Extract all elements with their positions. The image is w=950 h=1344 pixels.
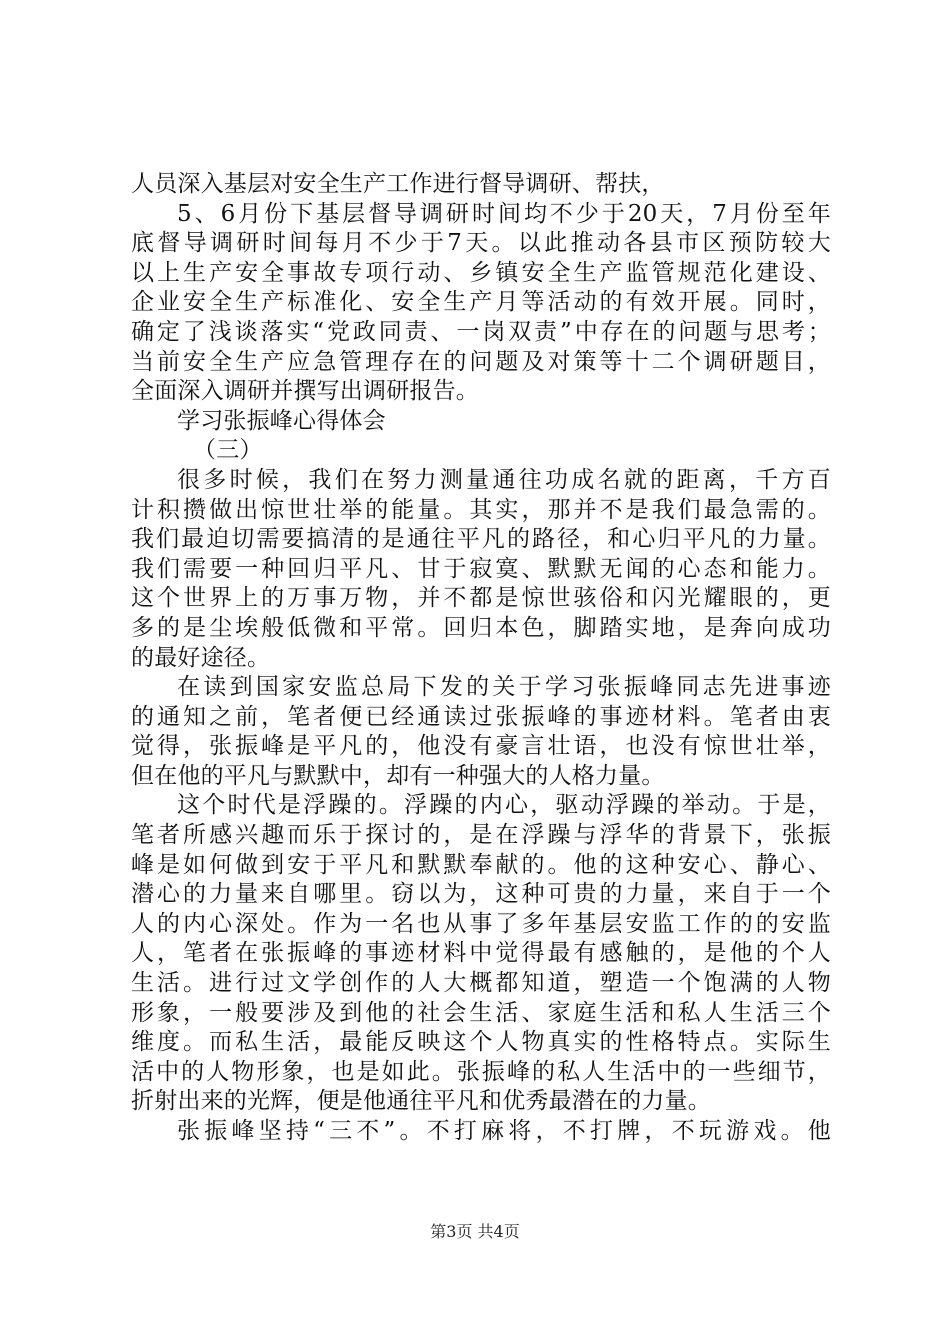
document-body bbox=[131, 170, 831, 1147]
text-line: 峰是如何做到安于平凡和默默奉献的。他的这种安心、静心、 bbox=[131, 851, 831, 878]
text-line: 维度。而私生活，最能反映这个人物真实的性格特点。实际生 bbox=[131, 1029, 831, 1056]
text-line: 人，笔者在张振峰的事迹材料中觉得最有感触的，是他的个人 bbox=[131, 940, 831, 967]
text-line: 5、6月份下基层督导调研时间均不少于20天，7月份至年 bbox=[177, 200, 831, 227]
text-line: 企业安全生产标准化、安全生产月等活动的有效开展。同时， bbox=[131, 289, 831, 316]
text-line: 折射出来的光辉，便是他通往平凡和优秀最潜在的力量。 bbox=[131, 1088, 711, 1115]
text-line: 这个世界上的万事万物，并不都是惊世骇俗和闪光耀眼的，更 bbox=[131, 585, 831, 612]
text-line: 全面深入调研并撰写出调研报告。 bbox=[131, 378, 479, 405]
text-line: 以上生产安全事故专项行动、乡镇安全生产监管规范化建设、 bbox=[131, 259, 831, 286]
text-line: 很多时候，我们在努力测量通往功成名就的距离，千方百 bbox=[177, 466, 831, 493]
text-line: 多的是尘埃般低微和平常。回归本色，脚踏实地，是奔向成功 bbox=[131, 614, 831, 641]
text-line: 在读到国家安监总局下发的关于学习张振峰同志先进事迹 bbox=[177, 674, 831, 701]
text-line: 确定了浅谈落实“党政同责、一岗双责”中存在的问题与思考； bbox=[131, 318, 831, 345]
text-line: 张振峰坚持“三不”。不打麻将，不打牌，不玩游戏。他 bbox=[177, 1118, 831, 1144]
text-line: 的通知之前，笔者便已经通读过张振峰的事迹材料。笔者由衷 bbox=[131, 703, 831, 730]
text-line: 觉得，张振峰是平凡的，他没有豪言壮语，也没有惊世壮举， bbox=[131, 733, 831, 760]
text-line: 但在他的平凡与默默中，却有一种强大的人格力量。 bbox=[131, 762, 665, 789]
section-number: （三） bbox=[193, 437, 263, 464]
text-line: 的最好途径。 bbox=[131, 644, 271, 671]
text-line: 当前安全生产应急管理存在的问题及对策等十二个调研题目， bbox=[131, 348, 831, 375]
text-line: 生活。进行过文学创作的人大概都知道，塑造一个饱满的人物 bbox=[131, 970, 831, 997]
text-line: 我们最迫切需要搞清的是通往平凡的路径，和心归平凡的力量。 bbox=[131, 526, 831, 553]
text-line: 人的内心深处。作为一名也从事了多年基层安监工作的的安监 bbox=[131, 910, 831, 937]
text-line: 潜心的力量来自哪里。窃以为，这种可贵的力量，来自于一个 bbox=[131, 881, 831, 908]
text-line: 人员深入基层对安全生产工作进行督导调研、帮扶， bbox=[131, 171, 665, 197]
page-footer: 第3页 共4页 bbox=[430, 1222, 520, 1241]
text-line: 笔者所感兴趣而乐于探讨的，是在浮躁与浮华的背景下，张振 bbox=[131, 822, 831, 849]
section-title: 学习张振峰心得体会 bbox=[177, 407, 386, 434]
text-line: 形象，一般要涉及到他的社会生活、家庭生活和私人生活三个 bbox=[131, 999, 831, 1026]
text-line: 这个时代是浮躁的。浮躁的内心，驱动浮躁的举动。于是， bbox=[177, 792, 831, 819]
text-line: 我们需要一种回归平凡、甘于寂寞、默默无闻的心态和能力。 bbox=[131, 555, 831, 582]
text-line: 计积攒做出惊世壮举的能量。其实，那并不是我们最急需的。 bbox=[131, 496, 831, 523]
text-line: 底督导调研时间每月不少于7天。以此推动各县市区预防较大 bbox=[131, 230, 831, 257]
text-line: 活中的人物形象，也是如此。张振峰的私人生活中的一些细节， bbox=[131, 1058, 831, 1085]
